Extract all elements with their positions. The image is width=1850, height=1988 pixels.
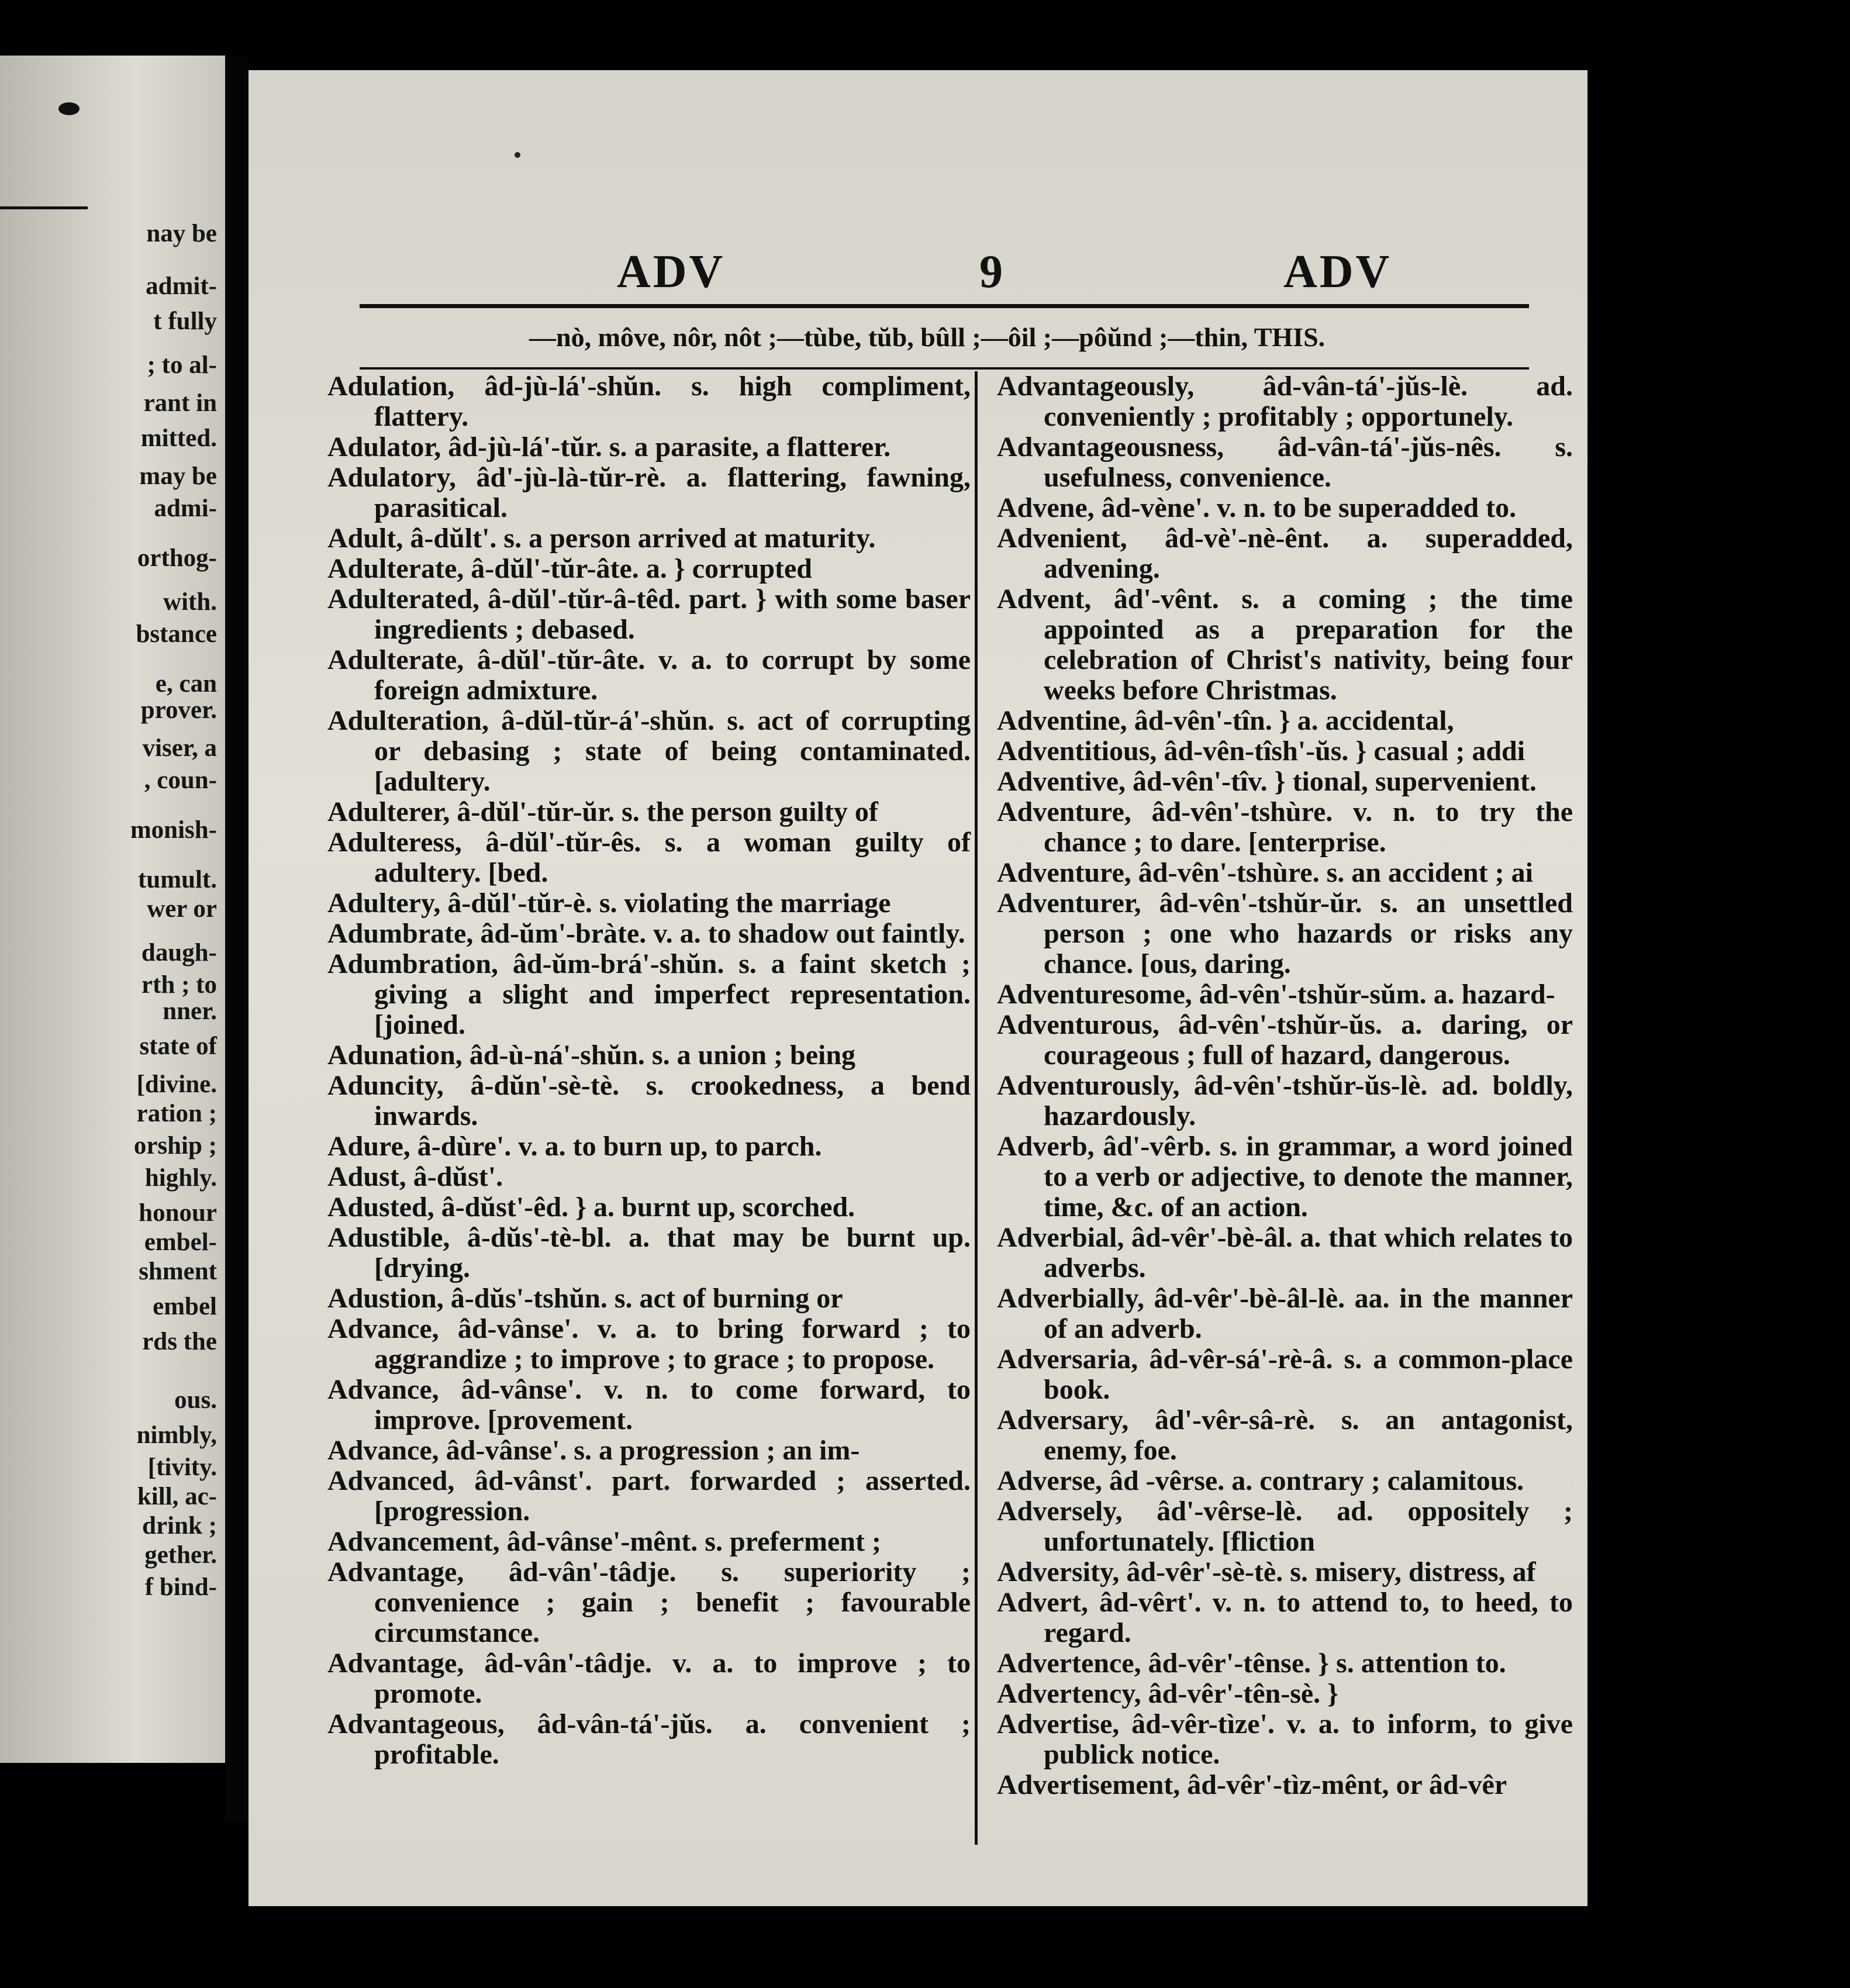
dictionary-entry xyxy=(327,554,971,584)
entry-definition: âd'-vêrb. s. in grammar, a word joined to a verb or adjective, to denote the manner, time, &c. of an action. xyxy=(1044,1131,1573,1223)
entry-definition: âd-vên'-tshŭr-sŭm. a. hazard- xyxy=(1192,979,1555,1010)
dictionary-entry xyxy=(327,919,971,949)
entry-definition: âd -vêrse. a. contrary ; calamitous. xyxy=(1102,1465,1524,1496)
dictionary-entry xyxy=(997,1405,1573,1466)
entry-definition: âd'-jù-là-tŭr-rè. a. flattering, fawning, parasitical. xyxy=(374,462,971,523)
ink-speck xyxy=(515,152,520,158)
dictionary-entry xyxy=(327,1435,971,1466)
entry-definition: âd-vên-tîsh'-ŭs. } casual ; addi xyxy=(1157,736,1525,767)
entry-definition: â-dŭst'-êd. } a. burnt up, scorched. xyxy=(434,1192,855,1223)
entry-headword: Adust, xyxy=(327,1161,406,1192)
entry-headword: Adventurous, xyxy=(997,1009,1159,1040)
dictionary-entry xyxy=(997,584,1573,706)
entry-definition: â-dŭl'-tŭr-ês. s. a woman guilty of adultery. [bed. xyxy=(374,827,971,888)
entry-headword: Adure, xyxy=(327,1131,410,1162)
entry-headword: Adventuresome, xyxy=(997,979,1192,1010)
entry-definition: âd-ù-ná'-shŭn. s. a union ; being xyxy=(462,1040,856,1071)
left-page-fragment: shment xyxy=(139,1258,217,1285)
entry-headword: Advance, xyxy=(327,1435,439,1466)
entry-headword: Adustible, xyxy=(327,1222,450,1253)
entry-headword: Advantageousness, xyxy=(997,432,1224,463)
entry-headword: Adunation, xyxy=(327,1040,462,1071)
left-page-fragment: , coun- xyxy=(144,767,217,794)
entry-definition: âd-ŭm'-bràte. v. a. to shadow out faintly. xyxy=(473,918,965,949)
entry-definition: âd'-vêrse-lè. ad. oppositely ; unfortunately. [fliction xyxy=(1044,1496,1573,1557)
entry-headword: Adulteration, xyxy=(327,705,489,736)
entry-headword: Adverb, xyxy=(997,1131,1095,1162)
entry-definition: âd-vêr'-tên-sè. } xyxy=(1141,1678,1339,1709)
entry-definition: âd-vên'-tshŭr-ŭr. s. an unsettled person ; one who hazards or risks any chance. [ous, daring. xyxy=(1044,888,1573,979)
entry-headword: Advantageously, xyxy=(997,371,1195,402)
entry-headword: Adversary, xyxy=(997,1404,1129,1435)
entry-definition: â-dŭst'. xyxy=(406,1161,503,1192)
dictionary-entry xyxy=(327,797,971,827)
left-page xyxy=(0,56,225,1763)
entry-headword: Advent, xyxy=(997,584,1092,615)
dictionary-entry xyxy=(327,949,971,1040)
entry-headword: Adventitious, xyxy=(997,736,1157,767)
entry-definition: âd-vân-tá'-jŭs-lè. ad. conveniently ; profitably ; opportunely. xyxy=(1044,371,1573,432)
dictionary-entry xyxy=(327,1648,971,1709)
entry-definition: âd-vêr-sá'-rè-â. s. a common-place book. xyxy=(1044,1344,1573,1405)
entry-headword: Advene, xyxy=(997,492,1095,523)
entry-headword: Adventive, xyxy=(997,766,1126,797)
dictionary-entry xyxy=(327,1283,971,1314)
left-page-fragment: embel- xyxy=(144,1228,217,1256)
dictionary-entry xyxy=(997,1770,1573,1800)
left-page-fragment: gether. xyxy=(144,1541,217,1569)
dictionary-entry xyxy=(997,1071,1573,1131)
dictionary-entry xyxy=(997,432,1573,493)
entry-headword: Adventure, xyxy=(997,857,1131,888)
dictionary-entry xyxy=(997,767,1573,797)
left-page-fragment: monish- xyxy=(130,816,217,844)
entry-definition: âd-vên'-tîv. } tional, supervenient. xyxy=(1125,766,1537,797)
dictionary-entry xyxy=(327,888,971,919)
entry-definition: âd-vân'-tâdje. v. a. to improve ; to promote. xyxy=(374,1648,971,1709)
entry-headword: Advertise, xyxy=(997,1709,1120,1740)
key-rule xyxy=(360,367,1529,370)
dictionary-entry xyxy=(327,1131,971,1162)
book-gutter xyxy=(225,56,248,1821)
left-page-fragment: rds the xyxy=(142,1328,217,1355)
dictionary-entry xyxy=(997,736,1573,767)
dictionary-entry xyxy=(997,979,1573,1010)
dictionary-entry xyxy=(997,1283,1573,1344)
left-page-fragment: highly. xyxy=(144,1164,217,1192)
dictionary-entry xyxy=(327,1557,971,1648)
left-page-fragment: honour xyxy=(139,1199,217,1227)
left-page-fragment: daugh- xyxy=(141,939,217,967)
page-number: 9 xyxy=(979,246,1005,298)
entry-headword: Adventurously, xyxy=(997,1070,1180,1101)
entry-headword: Adverse, xyxy=(997,1465,1102,1496)
dictionary-entry xyxy=(997,797,1573,858)
entry-definition: âd-vên'-tshŭr-ŭs-lè. ad. boldly, hazardously. xyxy=(1044,1070,1573,1131)
dictionary-entry xyxy=(327,523,971,554)
left-guide-word: ADV xyxy=(617,246,726,298)
entry-headword: Adversaria, xyxy=(997,1344,1138,1375)
entry-headword: Adulterate, xyxy=(327,553,464,584)
entry-headword: Adventine, xyxy=(997,705,1127,736)
dictionary-entry xyxy=(327,432,971,463)
entry-definition: âd-vânse'. v. a. to bring forward ; to aggrandize ; to improve ; to grace ; to propose. xyxy=(374,1313,971,1375)
entry-headword: Advance, xyxy=(327,1313,439,1344)
left-page-fragment: prover. xyxy=(140,696,217,724)
entry-definition: âd-vân-tá'-jŭs. a. convenient ; profitable. xyxy=(374,1709,971,1770)
entry-headword: Adverbially, xyxy=(997,1283,1145,1314)
entry-definition: â-dŭl'-tŭr-âte. a. } corrupted xyxy=(464,553,812,584)
left-page-fragment: [tivity. xyxy=(147,1454,217,1481)
entry-headword: Adult, xyxy=(327,523,403,554)
entry-headword: Advanced, xyxy=(327,1465,455,1496)
dictionary-entry xyxy=(997,1709,1573,1770)
ink-blot xyxy=(58,102,80,115)
dictionary-entry xyxy=(997,493,1573,523)
dictionary-entry xyxy=(327,371,971,432)
entry-headword: Adulterated, xyxy=(327,584,479,615)
entry-definition: âd-vânse'. v. n. to come forward, to improve. [provement. xyxy=(374,1374,971,1435)
entry-headword: Adumbrate, xyxy=(327,918,474,949)
entry-headword: Adversely, xyxy=(997,1496,1123,1527)
entry-definition: âd-vêr'-bè-âl-lè. aa. in the manner of an adverb. xyxy=(1044,1283,1573,1344)
entry-headword: Advantageous, xyxy=(327,1709,505,1740)
left-page-fragment: nner. xyxy=(163,998,217,1025)
dictionary-entry xyxy=(327,645,971,706)
entry-definition: âd-jù-lá'-tŭr. s. a parasite, a flatterer. xyxy=(441,432,891,463)
left-page-fragment: viser, a xyxy=(142,734,217,762)
left-page-fragment: ous. xyxy=(174,1386,217,1414)
entry-headword: Advance, xyxy=(327,1374,439,1405)
entry-definition: âd-vânse'-mênt. s. preferment ; xyxy=(499,1526,881,1557)
dictionary-entry xyxy=(327,706,971,797)
left-page-fragment: [divine. xyxy=(136,1071,217,1098)
entry-headword: Aduncity, xyxy=(327,1070,444,1101)
entry-headword: Adventure, xyxy=(997,796,1131,827)
left-page-fragment: ration ; xyxy=(136,1100,217,1127)
left-column xyxy=(327,371,971,1770)
left-page-fragment: may be xyxy=(139,463,217,490)
right-guide-word: ADV xyxy=(1283,246,1392,298)
dictionary-entry xyxy=(997,858,1573,888)
dictionary-entry xyxy=(997,1648,1573,1679)
entry-definition: âd-vène'. v. n. to be superadded to. xyxy=(1094,492,1517,523)
dictionary-entry xyxy=(327,1223,971,1283)
entry-headword: Adultery, xyxy=(327,888,441,919)
entry-definition: âd-vân-tá'-jŭs-nês. s. usefulness, convenience. xyxy=(1044,432,1573,493)
left-page-fragment: orship ; xyxy=(133,1132,217,1159)
entry-definition: âd-jù-lá'-shŭn. s. high compliment, flattery. xyxy=(374,371,971,432)
left-page-fragment: tumult. xyxy=(138,866,217,893)
entry-definition: âd'-vênt. s. a coming ; the time appointed as a preparation for the celebration of Christ's nativity, being four weeks before Christmas. xyxy=(1044,584,1573,706)
entry-headword: Adventurer, xyxy=(997,888,1141,919)
dictionary-entry xyxy=(327,1071,971,1131)
dictionary-entry xyxy=(997,1679,1573,1709)
column-divider xyxy=(975,371,978,1845)
entry-headword: Adulterate, xyxy=(327,644,464,675)
entry-definition: â-dŭs'-tshŭn. s. act of burning or xyxy=(443,1283,843,1314)
dictionary-entry xyxy=(327,1162,971,1192)
left-page-fragment: nay be xyxy=(146,220,217,247)
entry-headword: Advertisement, xyxy=(997,1769,1181,1800)
left-page-fragment: bstance xyxy=(136,620,217,648)
entry-definition: â-dŭlt'. s. a person arrived at maturity. xyxy=(403,523,876,554)
dictionary-entry xyxy=(997,888,1573,979)
dictionary-entry xyxy=(327,1466,971,1527)
entry-headword: Adulterer, xyxy=(327,796,450,827)
dictionary-entry xyxy=(327,1192,971,1223)
entry-headword: Adustion, xyxy=(327,1283,444,1314)
left-page-fragment: e, can xyxy=(155,670,217,698)
dictionary-entry xyxy=(997,1496,1573,1557)
header-rule xyxy=(360,304,1529,308)
left-page-fragment: t fully xyxy=(153,308,217,335)
entry-definition: âd-ŭm-brá'-shŭn. s. a faint sketch ; giving a slight and imperfect representation. [joined. xyxy=(374,948,971,1040)
left-page-fragment: with. xyxy=(163,588,217,616)
entry-definition: âd-vêr'-tênse. } s. attention to. xyxy=(1141,1648,1506,1679)
entry-definition: â-dŭl-tŭr-á'-shŭn. s. act of corrupting or debasing ; state of being contaminated. [adultery. xyxy=(374,705,971,797)
dictionary-entry xyxy=(997,1344,1573,1405)
entry-headword: Adversity, xyxy=(997,1556,1120,1587)
left-page-fragment: f bind- xyxy=(144,1573,217,1601)
dictionary-entry xyxy=(997,1223,1573,1283)
entry-definition: âd-vânst'. part. forwarded ; asserted. [progression. xyxy=(374,1465,971,1527)
left-page-fragment: rant in xyxy=(143,389,217,417)
left-page-fragment: kill, ac- xyxy=(137,1483,217,1510)
entry-definition: âd-vên'-tshŭr-ŭs. a. daring, or courageous ; full of hazard, dangerous. xyxy=(1044,1009,1573,1071)
entry-definition: â-dŭl'-tŭr-âte. v. a. to corrupt by some foreign admixture. xyxy=(374,644,971,706)
dictionary-page xyxy=(248,70,1587,1906)
left-page-head-rule xyxy=(0,206,88,209)
dictionary-entry xyxy=(997,1557,1573,1587)
entry-headword: Advantage, xyxy=(327,1648,464,1679)
entry-definition: âd-vêr'-sè-tè. s. misery, distress, af xyxy=(1119,1556,1536,1587)
dictionary-entry xyxy=(327,1375,971,1435)
dictionary-entry xyxy=(327,1040,971,1071)
dictionary-entry xyxy=(997,706,1573,736)
left-page-fragment: nimbly, xyxy=(136,1421,217,1449)
entry-definition: â-dŭl'-tŭr-ŭr. s. the person guilty of xyxy=(450,796,878,827)
left-page-fragment: rth ; to xyxy=(141,971,217,999)
entry-definition: âd-vêr'-tìz-mênt, or âd-vêr xyxy=(1180,1769,1507,1800)
entry-headword: Advantage, xyxy=(327,1556,464,1587)
entry-headword: Advert, xyxy=(997,1587,1088,1618)
entry-headword: Adulation, xyxy=(327,371,455,402)
entry-headword: Adulatory, xyxy=(327,462,457,493)
right-column xyxy=(997,371,1573,1800)
dictionary-entry xyxy=(997,1131,1573,1223)
dictionary-entry xyxy=(327,1314,971,1375)
left-page-fragment: embel xyxy=(153,1293,217,1320)
entry-definition: â-dŭl'-tŭr-â-têd. part. } with some baser ingredients ; debased. xyxy=(374,584,971,645)
entry-headword: Adulator, xyxy=(327,432,441,463)
entry-definition: âd-vên'-tshùre. v. n. to try the chance ; to dare. [enterprise. xyxy=(1044,796,1573,858)
entry-definition: âd-vè'-nè-ênt. a. superadded, advening. xyxy=(1044,523,1573,584)
entry-definition: âd-vêr'-bè-âl. a. that which relates to adverbs. xyxy=(1044,1222,1573,1283)
entry-definition: â-dŭn'-sè-tè. s. crookedness, a bend inwards. xyxy=(374,1070,971,1131)
entry-headword: Advertence, xyxy=(997,1648,1141,1679)
entry-definition: â-dùre'. v. a. to burn up, to parch. xyxy=(410,1131,822,1162)
dictionary-entry xyxy=(327,1527,971,1557)
entry-definition: âd'-vêr-sâ-rè. s. an antagonist, enemy, foe. xyxy=(1044,1404,1573,1466)
entry-definition: âd-vên'-tshùre. s. an accident ; ai xyxy=(1131,857,1533,888)
entry-definition: âd-vân'-tâdje. s. superiority ; convenience ; gain ; benefit ; favourable circumstance. xyxy=(374,1556,971,1648)
dictionary-entry xyxy=(997,371,1573,432)
entry-headword: Advancement, xyxy=(327,1526,500,1557)
entry-headword: Adulteress, xyxy=(327,827,462,858)
dictionary-entry xyxy=(327,1709,971,1770)
entry-definition: âd-vêr-tìze'. v. a. to inform, to give publick notice. xyxy=(1044,1709,1573,1770)
left-page-fragment: orthog- xyxy=(137,544,217,572)
entry-headword: Advertency, xyxy=(997,1678,1141,1709)
dictionary-entry xyxy=(997,1466,1573,1496)
dictionary-entry xyxy=(327,827,971,888)
entry-definition: âd-vânse'. s. a progression ; an im- xyxy=(439,1435,860,1466)
left-page-fragment: wer or xyxy=(147,895,217,923)
dictionary-entry xyxy=(997,1010,1573,1071)
dictionary-entry xyxy=(327,584,971,645)
dictionary-entry xyxy=(997,523,1573,584)
entry-definition: âd-vên'-tîn. } a. accidental, xyxy=(1127,705,1454,736)
dictionary-entry xyxy=(997,1587,1573,1648)
left-page-fragment: state of xyxy=(139,1033,217,1060)
entry-headword: Adverbial, xyxy=(997,1222,1124,1253)
left-page-fragment: drink ; xyxy=(142,1512,217,1540)
entry-headword: Adumbration, xyxy=(327,948,499,979)
left-page-fragment: ; to al- xyxy=(147,351,217,379)
entry-definition: â-dŭl'-tŭr-è. s. violating the marriage xyxy=(440,888,891,919)
entry-headword: Adusted, xyxy=(327,1192,434,1223)
left-page-fragment: admit- xyxy=(146,272,217,300)
left-page-fragment: mitted. xyxy=(140,424,217,452)
pronunciation-key: —nò, môve, nôr, nôt ;—tùbe, tŭb, bûll ;—ôil ;—pôŭnd ;—thin, THIS. xyxy=(529,322,1326,352)
entry-definition: â-dŭs'-tè-bl. a. that may be burnt up. [drying. xyxy=(374,1222,971,1283)
entry-headword: Advenient, xyxy=(997,523,1127,554)
entry-definition: âd-vêrt'. v. n. to attend to, to heed, to regard. xyxy=(1044,1587,1573,1648)
dictionary-entry xyxy=(327,463,971,523)
left-page-fragment: admi- xyxy=(154,495,217,522)
